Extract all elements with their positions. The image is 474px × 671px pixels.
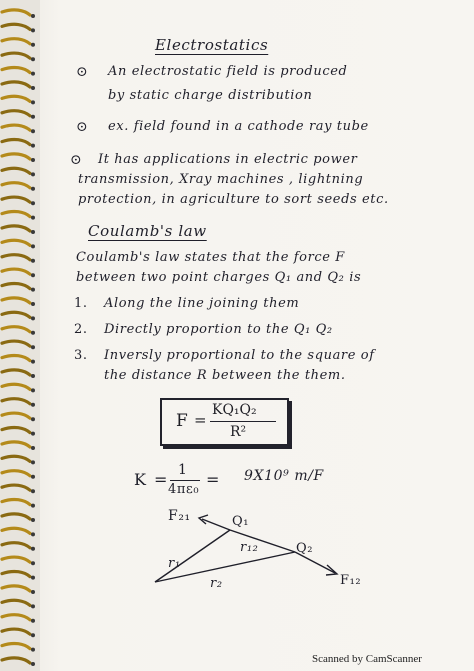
k-equals: = <box>154 470 169 489</box>
k-fraction-bar <box>170 480 200 481</box>
item-number: 3. <box>74 348 88 363</box>
point-1-line-2: by static charge distribution <box>108 88 313 103</box>
punch-hole <box>31 216 35 220</box>
point-1-line-1: An electrostatic field is produced <box>108 64 348 79</box>
formula-denominator: R² <box>230 424 247 440</box>
formula-box <box>160 398 289 446</box>
punch-hole <box>31 504 35 508</box>
punch-hole <box>31 86 35 90</box>
law-intro-line-2: between two point charges Q₁ and Q₂ is <box>76 270 362 285</box>
punch-hole <box>31 432 35 436</box>
punch-hole <box>31 187 35 191</box>
punch-hole <box>31 158 35 162</box>
punch-hole <box>31 201 35 205</box>
punch-hole <box>31 532 35 536</box>
punch-hole <box>31 518 35 522</box>
law-item-1: Along the line joining them <box>104 296 300 311</box>
punch-hole <box>31 576 35 580</box>
punch-hole <box>31 403 35 407</box>
punch-hole <box>31 43 35 47</box>
force-f21-arrow <box>202 519 230 530</box>
punch-hole <box>31 72 35 76</box>
point-3-line-1: It has applications in electric power <box>98 152 358 167</box>
label-r12: r₁₂ <box>240 540 259 555</box>
item-number: 2. <box>74 322 88 337</box>
page-title: Electrostatics <box>155 36 269 54</box>
point-2-line-1: ex. field found in a cathode ray tube <box>108 119 369 134</box>
section-heading: Coulamb's law <box>88 222 207 240</box>
punch-hole <box>31 619 35 623</box>
punch-hole <box>31 14 35 18</box>
law-item-3-cont: the distance R between the them. <box>104 368 346 383</box>
punch-hole <box>31 316 35 320</box>
punch-hole <box>31 28 35 32</box>
punch-hole <box>31 331 35 335</box>
formula-lhs: F <box>176 411 188 431</box>
punch-hole <box>31 345 35 349</box>
k-denominator: 4πε₀ <box>168 482 200 497</box>
punch-hole <box>31 288 35 292</box>
k-symbol: K <box>134 470 147 489</box>
punch-hole <box>31 460 35 464</box>
punch-hole <box>31 259 35 263</box>
scanner-watermark: Scanned by CamScanner <box>312 653 422 665</box>
point-3-line-2: transmission, Xray machines , lightning <box>78 172 364 187</box>
punch-hole <box>31 475 35 479</box>
law-item-2: Directly proportion to the Q₁ Q₂ <box>104 322 333 337</box>
item-number: 1. <box>74 296 88 311</box>
punch-hole <box>31 388 35 392</box>
punch-hole <box>31 604 35 608</box>
k-value: 9X10⁹ m/F <box>244 468 324 484</box>
label-q1: Q₁ <box>232 514 250 529</box>
punch-hole <box>31 648 35 652</box>
law-item-3: Inversly proportional to the square of <box>104 348 375 363</box>
punch-hole <box>31 129 35 133</box>
punch-hole <box>31 273 35 277</box>
punch-hole <box>31 561 35 565</box>
punch-hole <box>31 144 35 148</box>
bullet-marker: ⊙ <box>76 119 88 135</box>
k-equals-2: = <box>206 470 221 489</box>
punch-hole <box>31 244 35 248</box>
punch-hole <box>31 633 35 637</box>
punch-hole <box>31 360 35 364</box>
punch-hole <box>31 417 35 421</box>
fraction-bar <box>210 421 276 422</box>
label-q2: Q₂ <box>296 541 314 556</box>
punch-hole <box>31 57 35 61</box>
bullet-marker: ⊙ <box>70 152 82 168</box>
punch-hole <box>31 115 35 119</box>
punch-hole <box>31 374 35 378</box>
punch-hole <box>31 590 35 594</box>
punch-hole <box>31 302 35 306</box>
law-intro-line-1: Coulamb's law states that the force F <box>76 250 345 265</box>
punch-hole <box>31 446 35 450</box>
label-f21: F₂₁ <box>168 508 191 524</box>
label-r2: r₂ <box>210 576 223 591</box>
punch-hole <box>31 230 35 234</box>
label-f12: F₁₂ <box>340 573 362 588</box>
arrowhead-icon <box>326 565 337 575</box>
formula-numerator: KQ₁Q₂ <box>212 402 257 418</box>
punch-hole <box>31 662 35 666</box>
punch-hole <box>31 547 35 551</box>
label-r1: r₁ <box>168 556 181 571</box>
formula-equals: = <box>194 411 207 429</box>
punch-hole <box>31 172 35 176</box>
bullet-marker: ⊙ <box>76 64 88 80</box>
punch-hole <box>31 489 35 493</box>
punch-hole <box>31 100 35 104</box>
point-3-line-3: protection, in agriculture to sort seeds etc. <box>78 192 389 207</box>
spiral-binding <box>0 0 40 671</box>
k-numerator: 1 <box>178 462 188 478</box>
